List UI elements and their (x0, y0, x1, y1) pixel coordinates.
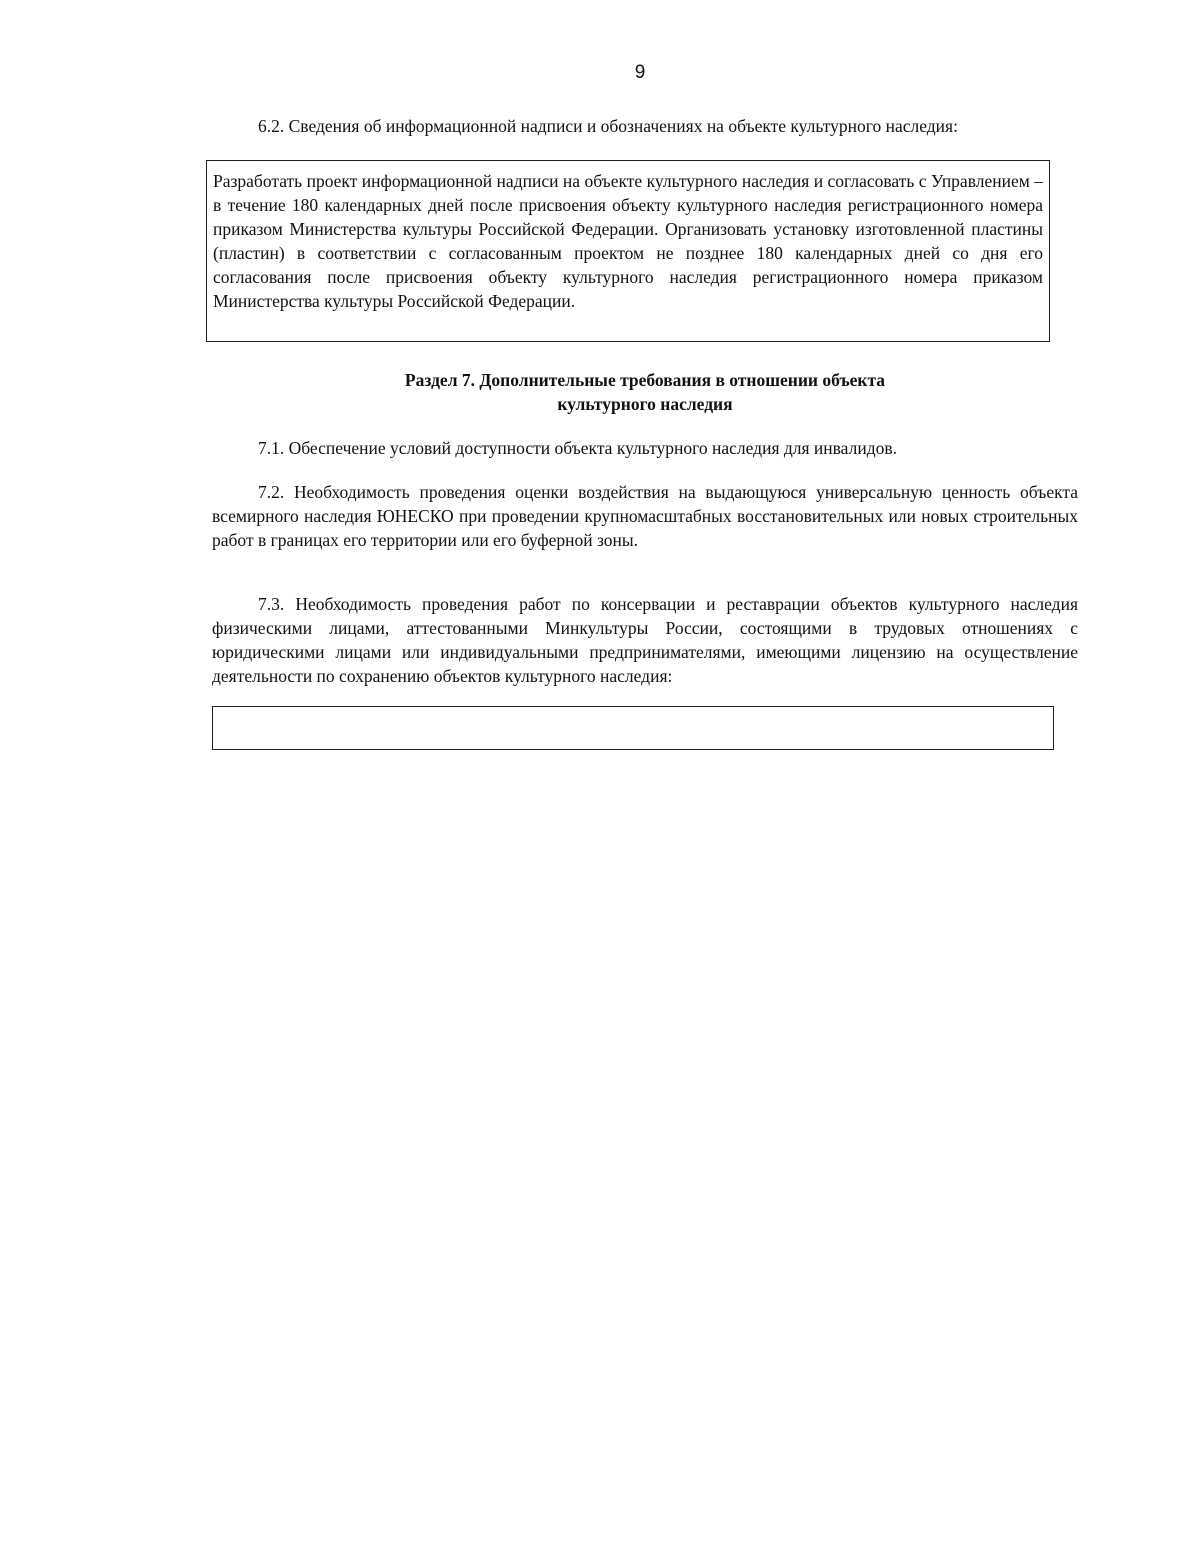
section-7-heading-line2: культурного наследия (557, 394, 733, 414)
section-7-heading (212, 368, 1078, 416)
item-6-2-text: 6.2. Сведения об информационной надписи и обозначениях на объекте культурного наследия: (258, 116, 958, 136)
item-7-1-text: 7.1. Обеспечение условий доступности объекта культурного наследия для инвалидов. (258, 438, 897, 458)
info-inscription-box-text: Разработать проект информационной надписи на объекте культурного наследия и согласовать с Управлением – в течение 180 календарных дней после присвоения объекту культурного наследия регистрационного номера приказом Министерства культуры Российской Федерации. Организовать установку изготовленной пластины (пластин) в соответствии с согласованным проектом не позднее 180 календарных дней со дня его согласования после присвоения объекту культурного наследия регистрационного номера приказом Министерства культуры Российской Федерации. (213, 171, 1043, 311)
item-7-2-text: 7.2. Необходимость проведения оценки воздействия на выдающуюся универсальную ценность объекта всемирного наследия ЮНЕСКО при проведении крупномасштабных восстановительных или новых строительных работ в границах его территории или его буферной зоны. (212, 482, 1078, 550)
conservation-requirements-box (212, 706, 1054, 750)
item-7-3-text: 7.3. Необходимость проведения работ по консервации и реставрации объектов культурного наследия физическими лицами, аттестованными Минкультуры России, состоящими в трудовых отношениях с юридическими лицами или индивидуальными предпринимателями, имеющими лицензию на осуществление деятельности по сохранению объектов культурного наследия: (212, 594, 1078, 686)
section-7-heading-line1: Раздел 7. Дополнительные требования в отношении объекта (404, 370, 886, 390)
page-number: 9 (634, 62, 646, 83)
info-inscription-box (206, 160, 1050, 342)
